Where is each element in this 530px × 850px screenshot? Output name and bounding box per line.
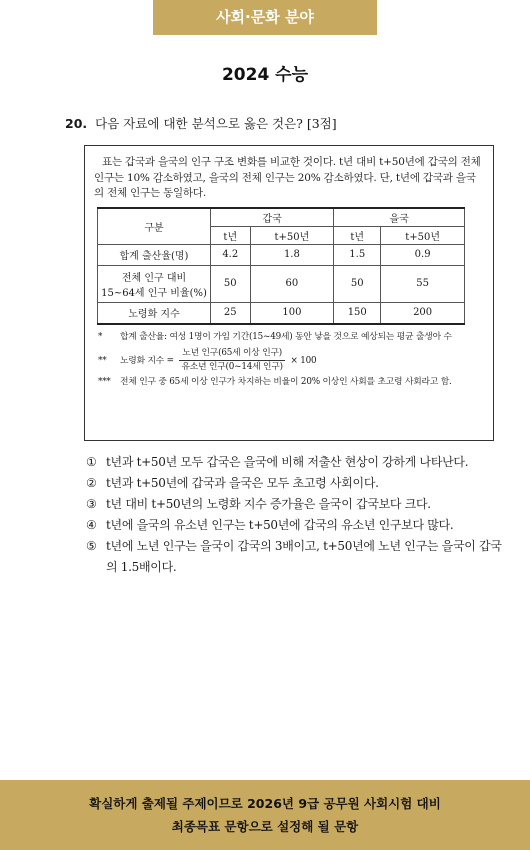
table-cell: 200 xyxy=(381,302,465,324)
choice-mark: ③ xyxy=(86,497,97,511)
table-header-year: t+50년 xyxy=(381,226,465,244)
table-cell: 1.5 xyxy=(334,244,381,265)
choice-text: t년과 t+50년에 갑국과 을국은 모두 초고령 사회이다. xyxy=(106,476,379,490)
row-label-line: 전체 인구 대비 xyxy=(121,272,187,284)
choice-item[interactable] xyxy=(84,473,502,494)
choice-mark: ⑤ xyxy=(86,539,97,553)
footnote-label: 노령화 지수 = xyxy=(120,355,174,366)
footer-banner xyxy=(0,780,530,850)
choice-mark: ① xyxy=(86,455,97,469)
choice-item[interactable] xyxy=(84,536,502,578)
choice-text: t년에 을국의 유소년 인구는 t+50년에 갑국의 유소년 인구보다 많다. xyxy=(106,518,454,532)
choice-mark: ② xyxy=(86,476,97,490)
data-box xyxy=(84,145,494,441)
row-label-line: 15~64세 인구 비율(%) xyxy=(101,287,207,299)
table-header-category: 구분 xyxy=(98,208,211,245)
exam-title: 2024 수능 xyxy=(221,65,309,85)
table-cell: 60 xyxy=(250,265,334,302)
choice-text: t년과 t+50년 모두 갑국은 을국에 비해 저출산 현상이 강하게 나타난다. xyxy=(106,455,469,469)
population-table xyxy=(97,207,465,325)
choice-item[interactable] xyxy=(84,494,502,515)
question-line xyxy=(65,114,337,132)
choice-text: t년에 노년 인구는 을국이 갑국의 3배이고, t+50년에 노년 인구는 을국이 갑국의 1.5배이다. xyxy=(106,539,502,574)
choice-item[interactable] xyxy=(84,452,502,473)
table-cell: 55 xyxy=(381,265,465,302)
category-badge: 사회·문화 분야 xyxy=(153,0,377,35)
table-cell: 100 xyxy=(250,302,334,324)
fraction xyxy=(179,347,284,374)
answer-choices xyxy=(84,452,502,578)
question-text: 다음 자료에 대한 분석으로 옳은 것은? [3점] xyxy=(95,116,337,131)
table-header-year: t년 xyxy=(211,226,251,244)
choice-item[interactable] xyxy=(84,515,502,536)
table-row xyxy=(98,265,465,302)
table-row xyxy=(98,244,465,265)
table-header-country-a: 갑국 xyxy=(211,208,334,227)
table-cell: 1.8 xyxy=(250,244,334,265)
table-cell: 4.2 xyxy=(211,244,251,265)
table-row xyxy=(98,302,465,324)
question-number: 20. xyxy=(65,116,88,131)
row-label xyxy=(98,265,211,302)
passage-text: 표는 갑국과 을국의 인구 구조 변화를 비교한 것이다. t년 대비 t+50년에 갑국의 전체 인구는 10% 감소하였고, 을국의 전체 인구는 20% 감소하였다. 단, t년에 갑국과 을국의 전체 인구는 동일하다. xyxy=(94,156,481,199)
row-label: 합계 출산율(명) xyxy=(98,244,211,265)
table-cell: 50 xyxy=(211,265,251,302)
table-header-year: t+50년 xyxy=(250,226,334,244)
footnote-text: 합계 출산율: 여성 1명이 가임 기간(15~49세) 동안 낳을 것으로 예상되는 평균 출생아 수 xyxy=(120,331,452,342)
choice-mark: ④ xyxy=(86,518,97,532)
footnote xyxy=(94,331,484,344)
table-cell: 150 xyxy=(334,302,381,324)
table-cell: 50 xyxy=(334,265,381,302)
table-cell: 25 xyxy=(211,302,251,324)
fraction-denominator: 유소년 인구(0~14세 인구) xyxy=(181,361,283,372)
footnote xyxy=(94,347,484,374)
table-header-year: t년 xyxy=(334,226,381,244)
footnote-text: 전체 인구 중 65세 이상 인구가 차지하는 비율이 20% 이상인 사회를 초고령 사회라고 함. xyxy=(120,376,452,387)
table-cell: 0.9 xyxy=(381,244,465,265)
footer-line: 최종목표 문항으로 설정해 될 문항 xyxy=(171,819,359,834)
footnotes xyxy=(94,331,484,389)
row-label: 노령화 지수 xyxy=(98,302,211,324)
footnote-mark: ** xyxy=(98,355,107,366)
footnote xyxy=(94,376,484,389)
choice-text: t년 대비 t+50년의 노령화 지수 증가율은 을국이 갑국보다 크다. xyxy=(106,497,431,511)
table-header-country-b: 을국 xyxy=(334,208,465,227)
fraction-numerator: 노년 인구(65세 이상 인구) xyxy=(179,347,284,361)
footnote-multiplier: × 100 xyxy=(290,355,317,366)
footnote-mark: * xyxy=(98,331,103,342)
footnote-mark: *** xyxy=(98,376,111,387)
footer-line: 확실하게 출제될 주제이므로 2026년 9급 공무원 사회시험 대비 xyxy=(89,796,441,811)
